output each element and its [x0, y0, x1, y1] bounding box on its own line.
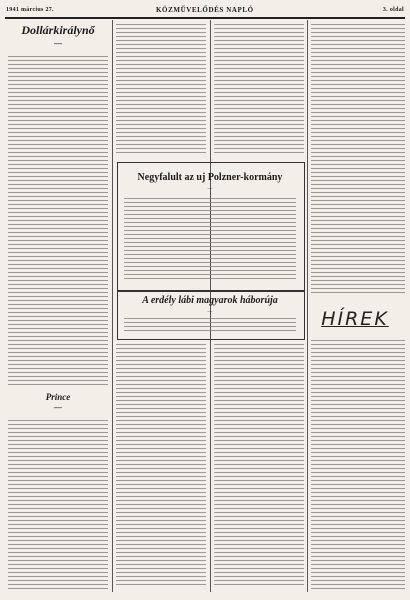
article-body — [8, 420, 108, 590]
article-body — [311, 24, 405, 294]
article-headline: Negyfalult az uj Polzner-kormány — [137, 172, 283, 183]
masthead — [6, 5, 404, 17]
masthead-title: KÖZMŰVELŐDÉS NAPLÓ — [156, 6, 254, 14]
hirek-heading: HÍREK — [321, 308, 389, 330]
column-rule — [112, 20, 113, 592]
article-body — [116, 344, 206, 588]
column-rule — [307, 20, 308, 592]
article-subtitle: — — [207, 186, 213, 192]
article-body — [214, 24, 304, 154]
article-subtitle: — — [207, 309, 213, 315]
article-body — [8, 56, 108, 386]
article-body — [124, 318, 296, 334]
article-body — [116, 24, 206, 154]
article-headline: Prince — [45, 392, 71, 402]
masthead-page: 3. oldal — [382, 7, 404, 13]
masthead-date: 1941 március 27. — [6, 7, 54, 13]
article-body — [214, 344, 304, 588]
article-headline-line2: — — [54, 39, 62, 48]
article-headline: A erdély lábi magyarok háborúja — [142, 295, 278, 306]
article-headline-line2: — — [54, 403, 62, 412]
article-body — [124, 198, 296, 282]
article-body — [311, 340, 405, 590]
masthead-rule — [5, 17, 405, 19]
article-headline: Dollárkirálynő — [21, 23, 95, 37]
